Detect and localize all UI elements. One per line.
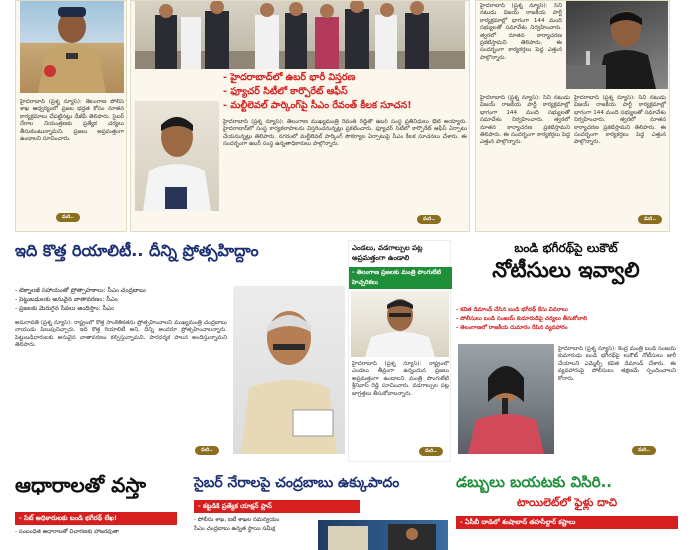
highlight-line-2: - ఫ్యూచర్ సిటీలో కార్పొరేట్ ఆఫీస్ — [223, 86, 348, 97]
heat-strip: - తెలంగాణ ప్రజలకు మంత్రి పొంగులేటి హెచ్చరికలు — [349, 267, 452, 289]
reality-headline: ఇది కొత్త రియాలిటీ.. దీన్ని ప్రోత్సహిద్దాం — [15, 241, 259, 260]
reality-bullets — [15, 286, 227, 313]
top-left-article-text: హైదరాబాద్ (ప్రశ్న న్యూస్): తెలంగాణ పోలీస్ శాఖ ఆధ్వర్యంలో ప్రజల భద్రత కోసం నూతన కార్యక్రమాలు చేపట్టినట్లు డీజీపీ తెలిపారు. సైబర్ నేరాల నియంత్రణకు ప్రత్యేక చర్యలు తీసుకుంటున్నామని, ప్రజలు అప్రమత్తంగా ఉండాలని సూచించారు. — [20, 99, 124, 143]
read-more-button[interactable]: మరి.. — [419, 447, 443, 456]
col1-text: - సంబంధిత ఆధారాలతో విచారణకు హాజరవుతా — [15, 529, 119, 535]
top-right-panel — [475, 0, 670, 232]
read-more-button[interactable]: మరి.. — [56, 213, 80, 222]
top-middle-panel — [130, 0, 470, 232]
bottom-col-3 — [456, 470, 678, 550]
read-more-button[interactable]: మరి.. — [195, 446, 219, 455]
top-right-text-col1: హైదరాబాద్ (ప్రశ్న న్యూస్): సినీ నటుడు విజయ్ రాజకీయ పార్టీ కార్యక్రమాల్లో భాగంగా 144 మంది సభ్యులతో సమావేశం నిర్వహించారు. త్వరలో నూతన కార్యాచరణ ప్రకటిస్తామని తెలిపారు. ఈ సందర్భంగా కార్యకర్తలు పెద్ద ఎత్తున పాల్గొన్నారు. — [480, 3, 562, 61]
uber-meeting-photo — [135, 1, 465, 69]
col2-bullet-2: సీఎం చంద్రబాబు ఉన్నత స్థాయి సమీక్ష — [194, 526, 276, 532]
col2-bullets — [194, 516, 314, 534]
notice-headline-line2: నోటీసులు ఇవ్వాలి — [492, 258, 640, 282]
col1-headline: ఆధారాలతో వస్తా — [15, 473, 147, 497]
reality-article — [15, 240, 345, 462]
notice-bullet-3: - తెలంగాణలో రాజకీయ దుమారం రేపిన వ్యవహారం — [456, 325, 568, 331]
reality-bullet-2: - పెట్టుబడులకు అనువైన వాతావరణం: సీఎం — [15, 296, 118, 303]
read-more-button[interactable]: మరి.. — [638, 215, 662, 224]
col2-headline: సైబర్ నేరాలపై చంద్రబాబు ఉక్కుపాదం — [194, 475, 400, 491]
revanth-reddy-photo — [135, 101, 219, 211]
top-right-text-col3: హైదరాబాద్ (ప్రశ్న న్యూస్): సినీ నటుడు విజయ్ రాజకీయ పార్టీ కార్యక్రమాల్లో భాగంగా 144 మంది సభ్యులతో సమావేశం నిర్వహించారు. త్వరలో నూతన కార్యాచరణ ప్రకటిస్తామని తెలిపారు. ఈ సందర్భంగా కార్యకర్తలు పెద్ద ఎత్తున పాల్గొన్నారు. — [574, 95, 666, 146]
read-more-button[interactable]: మరి.. — [417, 215, 441, 224]
col3-strip: - ఏసీబీ దాడిలో శంషాబాద్ తహసీల్దార్ కష్టాలు — [456, 516, 678, 529]
top-right-text-col2: హైదరాబాద్ (ప్రశ్న న్యూస్): సినీ నటుడు విజయ్ రాజకీయ పార్టీ కార్యక్రమాల్లో భాగంగా 144 మంది సభ్యులతో సమావేశం నిర్వహించారు. త్వరలో నూతన కార్యాచరణ ప్రకటిస్తామని తెలిపారు. ఈ సందర్భంగా కార్యకర్తలు పెద్ద ఎత్తున పాల్గొన్నారు. — [480, 95, 570, 146]
chandrababu-photo — [233, 286, 345, 454]
uber-article-text: హైదరాబాద్ (ప్రశ్న న్యూస్): తెలంగాణ ముఖ్యమంత్రి రేవంత్ రెడ్డితో ఉబర్ సంస్థ ప్రతినిధులు భేటీ అయ్యారు. హైదరాబాద్‌లో సంస్థ కార్యకలాపాలను విస్తరించనున్నట్లు ప్రకటించారు. ఫ్యూచర్ సిటీలో కార్పొరేట్ ఆఫీస్ ఏర్పాటు చేయనున్నట్లు తెలిపారు. నగరంలో మల్టీలెవల్ పార్కింగ్ సౌకర్యాల ఏర్పాటుపై సీఎం కీలక సూచనలు చేశారు. ఈ సందర్భంగా ఉబర్ సంస్థ ఉన్నతాధికారులు పాల్గొన్నారు. — [223, 119, 467, 148]
highlight-line-3: - మల్టీలెవల్ పార్కింగ్‌పై సీఎం రేవంత్ కీలక సూచన! — [223, 100, 412, 111]
cyber-crime-photo — [318, 520, 448, 550]
reality-bullet-3: - ప్రజలకు మెరుగైన సేవలు అందిస్తాం: సీఎం — [15, 305, 115, 312]
col2-strip: - కట్టడికి ప్రత్యేక యాక్షన్ ప్లాన్ — [194, 500, 360, 513]
top-left-panel — [15, 0, 127, 232]
kavitha-photo — [458, 344, 554, 454]
notice-bullets — [456, 306, 676, 333]
notice-article-text: హైదరాబాద్ (ప్రశ్న న్యూస్): కేంద్ర మంత్రి బండి సంజయ్ కుమారుడు బండి భగీరథ్‌పై లుకౌట్ నోటీసులు జారీ చేయాలని ఎమ్మెల్సీ కవిత డిమాండ్ చేశారు. ఈ వ్యవహారంపై పోలీసులు తక్షణమే స్పందించాలని కోరారు. — [558, 346, 676, 382]
uber-highlights — [223, 71, 467, 113]
heat-article-text: హైదరాబాద్ (ప్రశ్న న్యూస్): రాష్ట్రంలో ఎండలు తీవ్రంగా ఉన్నందున ప్రజలు అప్రమత్తంగా ఉండాలని మంత్రి పొంగులేటి శ్రీనివాస్ రెడ్డి సూచించారు. వడగాల్పుల పట్ల జాగ్రత్తలు తీసుకోవాలన్నారు. — [352, 361, 449, 397]
col1-strip: - సిట్ అధికారులకు బండి భగీరథ్ లేఖ! — [15, 512, 177, 525]
read-more-button[interactable]: మరి.. — [632, 446, 656, 455]
reality-article-text: అమరావతి (ప్రశ్న న్యూస్): రాష్ట్రంలో కొత్త సాంకేతికతను ప్రోత్సహించాలని ముఖ్యమంత్రి చంద్రబాబు నాయుడు పిలుపునిచ్చారు. ఇది కొత్త రియాలిటీ అని, దీన్ని అందరూ ప్రోత్సహించాలన్నారు. పెట్టుబడిదారులకు అనువైన వాతావరణం కల్పిస్తున్నామని, పారదర్శక పాలన అందిస్తున్నామని తెలిపారు. — [15, 320, 227, 349]
notice-bullet-2: - పోలీసులు బండి సంజయ్ కుమారుడిపై చర్యలు తీసుకోవాలి — [456, 316, 588, 322]
col2-bullet-1: - పోలీసు శాఖ, ఐటీ శాఖల సమన్వయం — [194, 517, 280, 523]
vijay-speech-photo — [566, 1, 668, 89]
bottom-col-2 — [194, 470, 452, 550]
notice-headline-line1: బండి భగీరథ్‌పై లుకౌట్ — [514, 241, 618, 255]
notice-bullet-1: - కవిత డిమాండ్ చేసిన బండి భగీరథ్ కేసు వివరాలు — [456, 307, 568, 313]
col3-subheadline: టాయిలెట్‌లో ఫైళ్లు దాచి — [516, 496, 618, 509]
notice-article — [456, 240, 676, 462]
heat-headline: ఎండలు, వడగాల్పుల పట్ల అప్రమత్తంగా ఉండాలి — [352, 244, 423, 262]
reality-bullet-1: - టెక్నాలజీ సహాయంతో ప్రోత్సాహకాలు: సీఎం చంద్రబాబు — [15, 287, 146, 294]
police-officer-photo — [20, 1, 124, 93]
ponguleti-photo — [351, 291, 449, 357]
bottom-col-1 — [15, 470, 177, 550]
heat-article — [348, 240, 451, 462]
highlight-line-1: - హైదరాబాద్‌లో ఉబర్ భారీ విస్తరణ — [223, 72, 356, 83]
col3-headline: డబ్బులు బయటకు విసిరి.. — [456, 473, 613, 491]
